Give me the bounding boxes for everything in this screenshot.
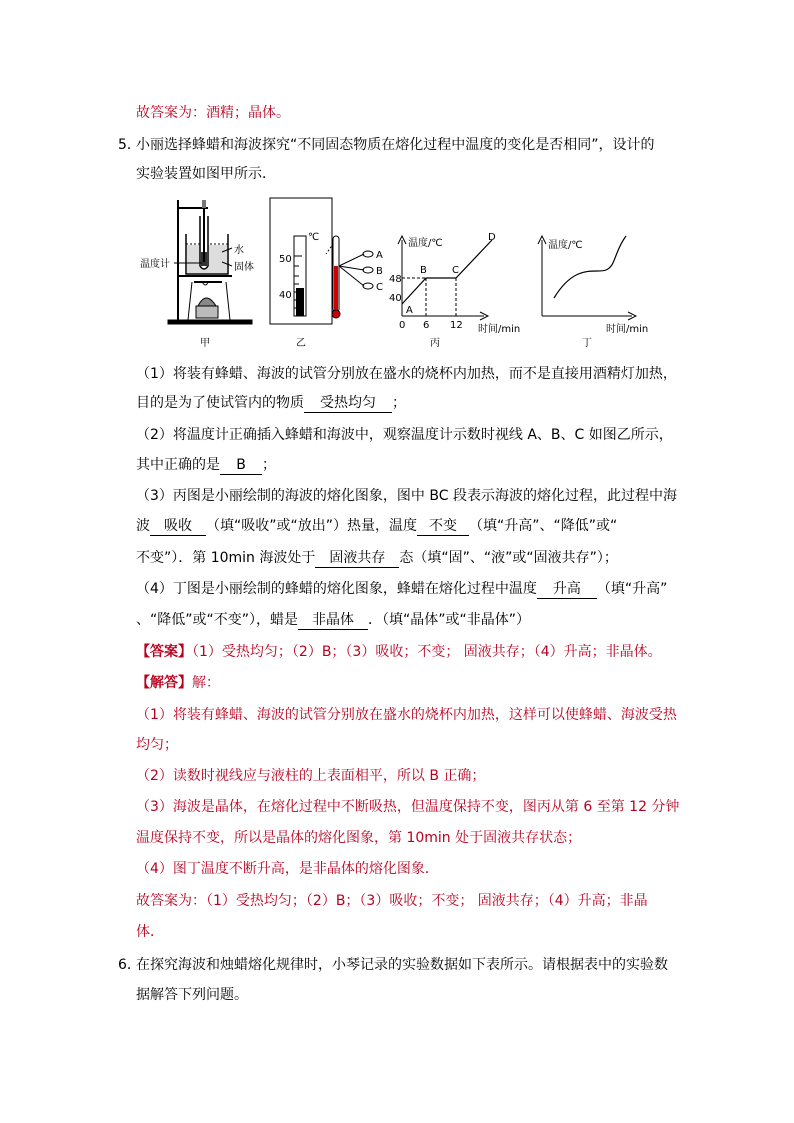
yi-unit: ℃ (308, 232, 320, 243)
jia-thermometer-label: 温度计 (140, 259, 170, 270)
q5-part4-answer2: 非晶体 (298, 611, 368, 630)
q5-explain-1a: （1）将装有蜂蜡、海波的试管分别放在盛水的烧杯内加热，这样可以使蜂蜡、海波受热 (136, 707, 677, 723)
q5-part4-answer1: 升高 (537, 580, 597, 599)
yi-eye-c: C (376, 282, 383, 293)
q5-part2-line1: （2）将温度计正确插入蜂蜡和海波中，观察温度计示数时视线 A、B、C 如图乙所示， (136, 427, 673, 443)
q5-part3-answer3: 固液共存 (315, 549, 399, 568)
bing-xlabel: 时间/min (478, 324, 521, 335)
q5-explain-3b: 温度保持不变，所以是晶体的熔化图象，第 10min 处于固液共存状态； (136, 830, 582, 846)
bing-x0: 0 (399, 320, 406, 331)
q5-part1-suffix: ； (392, 395, 406, 411)
question-5-stem-line1: 小丽选择蜂蜡和海波探究“不同固态物质在熔化过程中温度的变化是否相同”，设计的 (136, 137, 655, 153)
q5-part1-line1: （1）将装有蜂蜡、海波的试管分别放在盛水的烧杯内加热，而不是直接用酒精灯加热， (136, 366, 677, 382)
yi-tick-50: 50 (279, 254, 292, 265)
q5-part3-prefix: 波 (136, 518, 150, 534)
q5-part2-suffix: ； (262, 457, 276, 473)
solution-intro: 解： (192, 675, 220, 691)
q5-part2-prefix: 其中正确的是 (136, 457, 220, 473)
bing-point-a: A (406, 305, 413, 316)
ding-caption: 丁 (582, 338, 592, 349)
bing-caption: 丙 (430, 338, 440, 349)
jia-caption: 甲 (200, 338, 210, 349)
q5-explain-4: （4）图丁温度不断升高，是非晶体的熔化图象． (136, 861, 439, 877)
yi-caption: 乙 (296, 338, 306, 349)
q5-final-answer-1: 故答案为：（1）受热均匀；（2）B；（3）吸收；不变； 固液共存；（4）升高；非晶 (136, 893, 648, 909)
q5-part4-line2-suffix: ．（填“晶体”或“非晶体”） (368, 612, 531, 628)
yi-eye-a: A (376, 250, 383, 261)
q5-part3-suffix: （填“升高”、“降低”或“ (469, 518, 618, 534)
answer-text: （1）受热均匀；（2）B；（3）吸收；不变； 固液共存；（4）升高；非晶体。 (192, 644, 662, 660)
q5-part2-answer: B (220, 456, 262, 475)
q5-part3-line2 (136, 516, 617, 536)
q5-part4-suffix: （填“升高” (596, 581, 668, 597)
bing-x12: 12 (450, 320, 463, 331)
bing-point-d: D (488, 232, 496, 243)
q5-part3-line3 (136, 548, 618, 568)
q5-part1-answer: 受热均匀 (304, 394, 392, 413)
bing-x6: 6 (423, 320, 430, 331)
bing-y40: 40 (389, 293, 402, 304)
question-5-number: 5． (118, 137, 141, 153)
question-6-number: 6． (118, 957, 141, 973)
q5-final-answer-2: 体． (136, 924, 164, 940)
yi-tick-40: 40 (279, 290, 292, 301)
solution-tag: 【解答】 (136, 675, 192, 691)
q5-part3-answer2: 不变 (417, 517, 469, 536)
bing-point-b: B (420, 265, 427, 276)
q5-part3-line3-suffix: 态（填“固”、“液”或“固液共存”）； (399, 550, 618, 566)
bing-y48: 48 (389, 274, 402, 285)
question-5-stem-line2: 实验装置如图甲所示． (136, 166, 276, 182)
yi-eye-b: B (376, 266, 383, 277)
q5-part3-line1: （3）丙图是小丽绘制的海波的熔化图象，图中 BC 段表示海波的熔化过程，此过程中海 (136, 488, 677, 504)
jia-water-label: 水 (234, 245, 244, 256)
q5-part4-prefix: （4）丁图是小丽绘制的蜂蜡的熔化图象，蜂蜡在熔化过程中温度 (136, 581, 537, 597)
q5-answer-line (136, 642, 662, 662)
q5-part3-middle: （填“吸收”或“放出”）热量，温度 (206, 518, 418, 534)
jia-solid-label: 固体 (234, 262, 254, 273)
q5-solution-header (136, 673, 220, 693)
ding-xlabel: 时间/min (606, 324, 649, 335)
prev-answer-line: 故答案为：酒精；晶体。 (136, 105, 290, 121)
ding-ylabel: 温度/℃ (548, 240, 583, 251)
figures-drawing (136, 196, 676, 354)
q5-part3-line3-prefix: 不变”）．第 10min 海波处于 (136, 550, 316, 566)
question-5-figures (136, 196, 676, 354)
answer-tag: 【答案】 (136, 644, 192, 660)
question-6-line2: 据解答下列问题。 (136, 987, 248, 1003)
q5-part4-line2 (136, 610, 530, 630)
q5-part2-line2 (136, 455, 276, 475)
q5-part4-line1 (136, 579, 667, 599)
bing-ylabel: 温度/℃ (408, 238, 443, 249)
q5-part3-answer1: 吸收 (150, 517, 206, 536)
q5-explain-3a: （3）海波是晶体，在熔化过程中不断吸热，但温度保持不变，图丙从第 6 至第 12 分钟 (136, 799, 680, 815)
q5-part1-prefix: 目的是为了使试管内的物质 (136, 395, 304, 411)
q5-explain-2: （2）读数时视线应与液柱的上表面相平，所以 B 正确； (136, 768, 486, 784)
q5-part1-line2 (136, 393, 406, 413)
question-6-line1: 在探究海波和烛蜡熔化规律时，小琴记录的实验数据如下表所示。请根据表中的实验数 (136, 957, 668, 973)
q5-explain-1b: 均匀； (136, 737, 178, 753)
q5-part4-line2-prefix: 、“降低”或“不变”），蜡是 (136, 612, 299, 628)
bing-point-c: C (452, 265, 459, 276)
